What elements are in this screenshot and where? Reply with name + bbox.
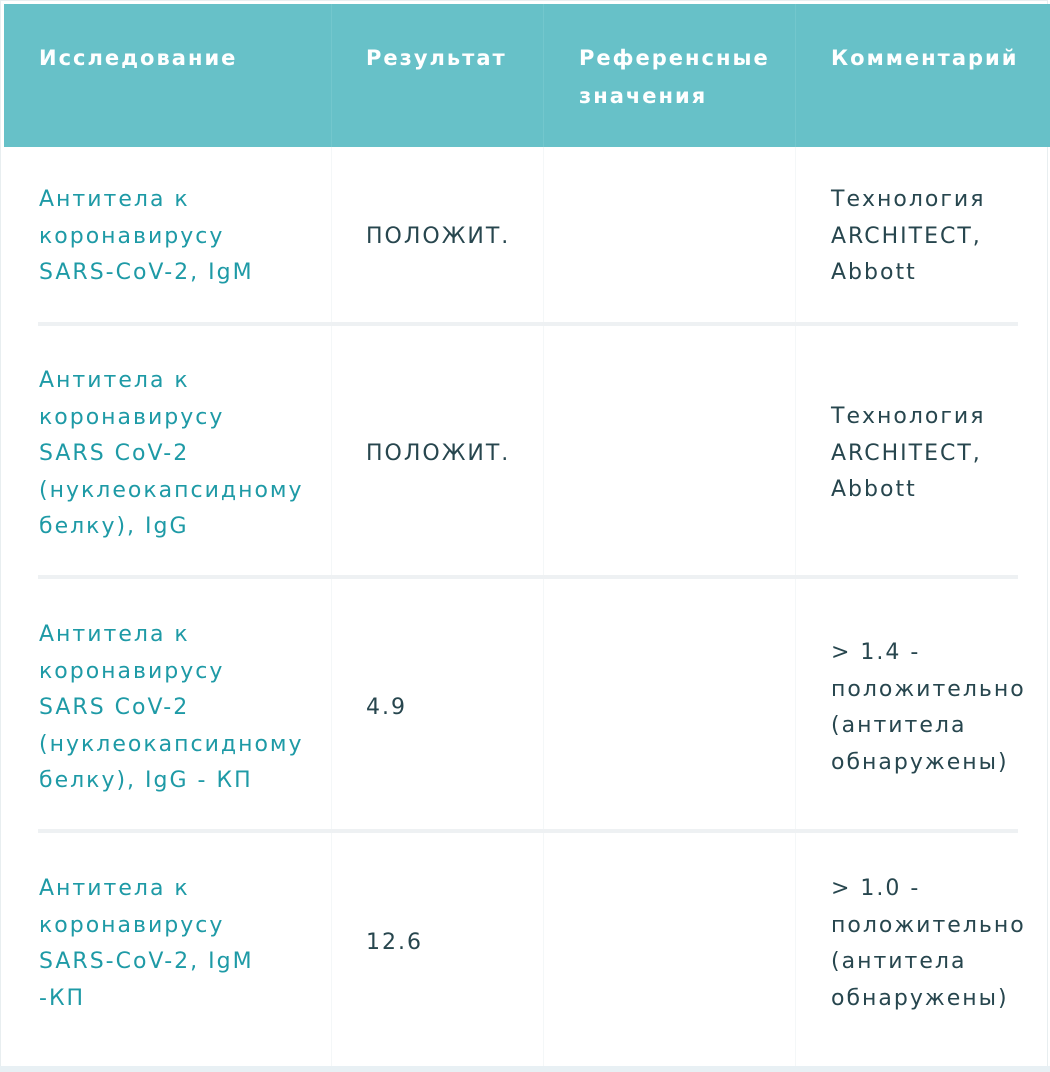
text-line: Антитела к [39,622,190,647]
text-line: Технология [831,187,986,212]
text-line: белку), IgG - КП [39,768,253,793]
text-line: (нуклеокапсидному [39,731,304,757]
text-line: SARS CoV-2 [39,695,190,720]
row-study-name [39,182,254,292]
row-result: ПОЛОЖИТ. [366,224,511,249]
row-comment [831,871,1026,1017]
text-line: (нуклеокапсидному [39,477,304,503]
row-comment [831,182,985,292]
text-line: обнаружены) [831,985,1009,1011]
header-study-label: Исследование [39,46,238,70]
text-line: коронавирусу [39,912,225,938]
row-separator [38,322,1018,326]
header-result-label: Результат [366,46,507,70]
text-line: ARCHITECT, [831,440,982,466]
text-line: Технология [831,404,986,429]
row-study-name [39,617,304,800]
text-line: Антитела к [39,368,190,393]
text-line: (антитела [831,949,967,974]
text-line: SARS-CoV-2, IgM [39,260,254,285]
row-separator [38,575,1018,579]
text-line: SARS CoV-2 [39,441,190,466]
text-line: > 1.4 - [831,640,921,665]
table-bottom-border [0,1066,1050,1072]
text-line: коронавирусу [39,223,225,249]
text-line: Abbott [831,260,917,285]
row-study-name [39,871,254,1017]
text-line: белку), IgG [39,514,189,539]
row-result: ПОЛОЖИТ. [366,441,511,466]
text-line: SARS-CoV-2, IgM [39,949,254,974]
row-separator [38,829,1018,833]
row-result: 4.9 [366,695,407,720]
text-line: Abbott [831,477,917,502]
row-study-name [39,363,304,546]
table-header [4,4,1050,147]
text-line: обнаружены) [831,749,1009,775]
text-line: Антитела к [39,876,190,901]
text-line: > 1.0 - [831,876,921,901]
row-comment [831,635,1026,781]
text-line: положительно [831,912,1026,938]
text-line: -КП [39,985,86,1011]
column-divider [795,147,796,1068]
header-divider [795,4,796,147]
header-reference-label-line2: значения [579,84,708,108]
text-line: коронавирусу [39,658,225,684]
text-line: положительно [831,676,1026,702]
row-result: 12.6 [366,930,423,955]
text-line: (антитела [831,713,967,738]
text-line: Антитела к [39,187,190,212]
text-line: ARCHITECT, [831,223,982,249]
column-divider [543,147,544,1068]
text-line: коронавирусу [39,404,225,430]
column-divider [331,147,332,1068]
header-comment-label: Комментарий [831,46,1019,70]
header-divider [543,4,544,147]
row-comment [831,399,985,509]
header-divider [331,4,332,147]
header-reference-label-line1: Референсные [579,46,770,70]
